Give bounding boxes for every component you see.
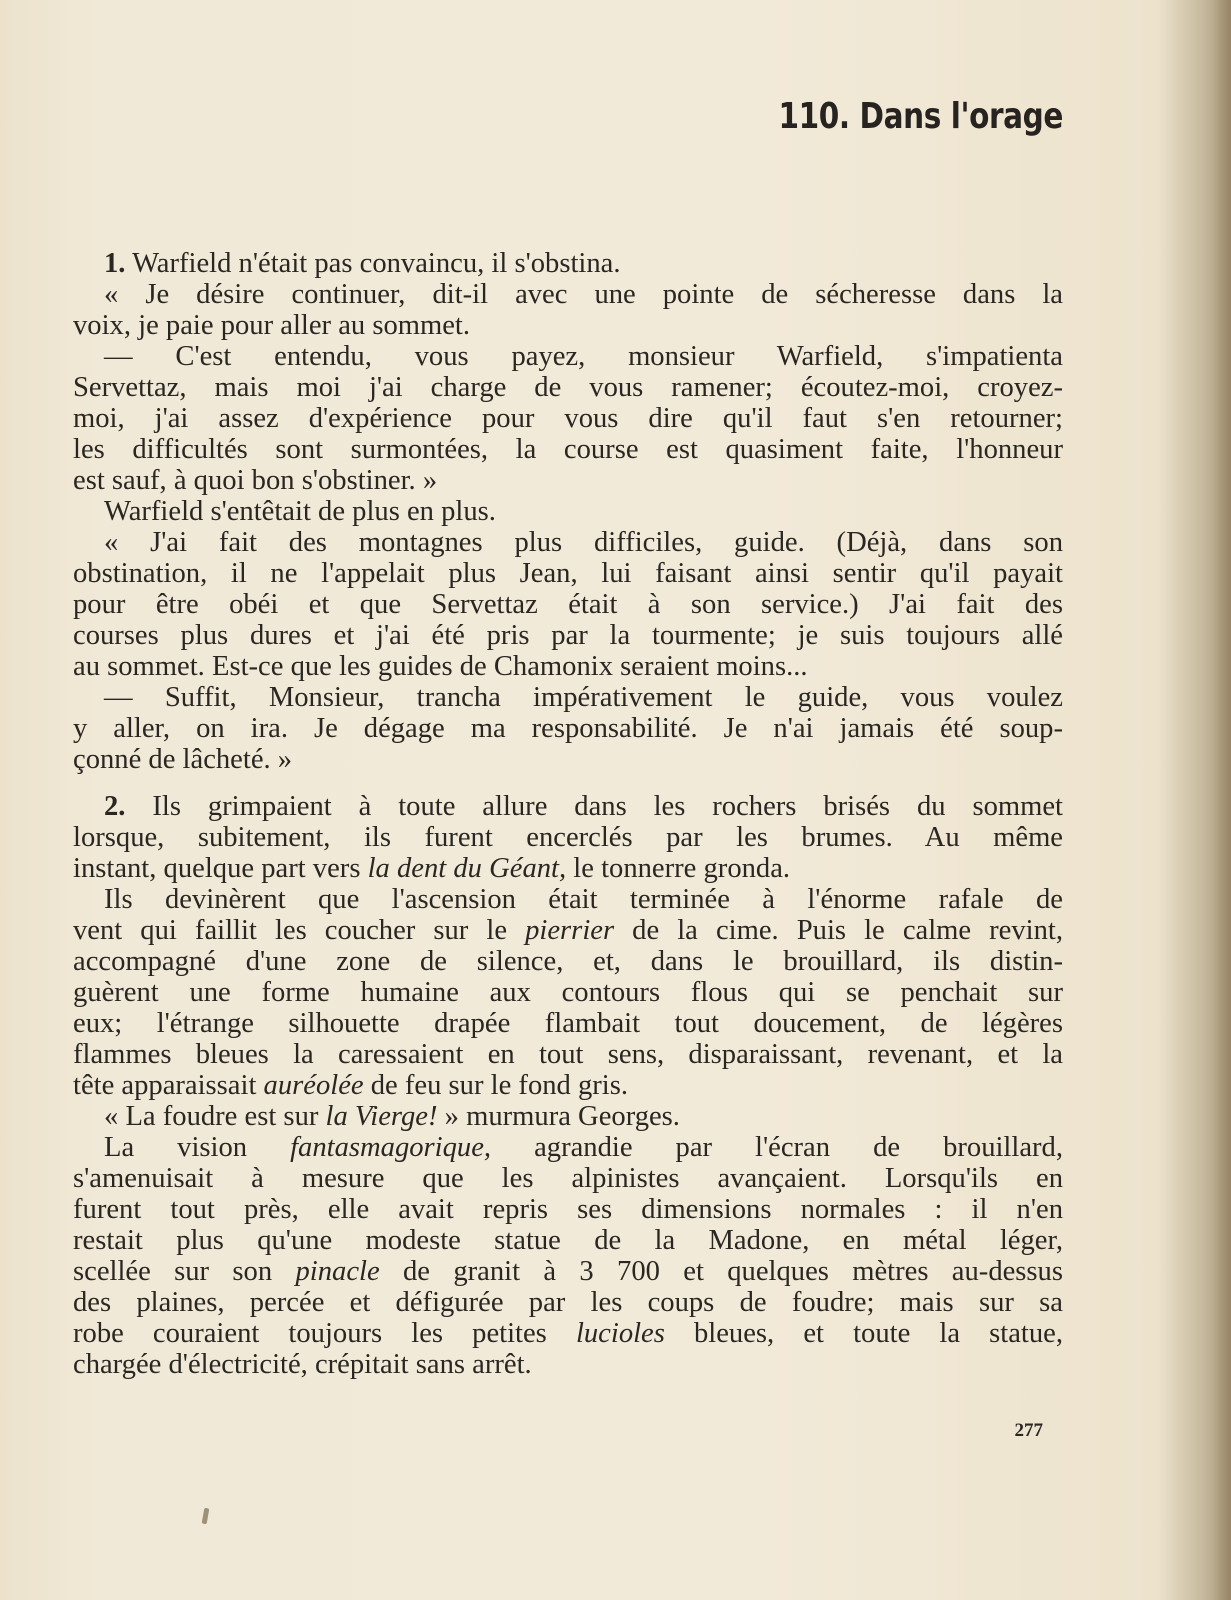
text-line: La vision fantasmagorique, agrandie par l'écran de brouillard, xyxy=(104,1132,1063,1163)
text-line: guèrent une forme humaine aux contours flous qui se penchait sur xyxy=(73,977,1063,1008)
italic-term: lucioles xyxy=(575,1318,665,1349)
text-line: moi, j'ai assez d'expérience pour vous dire qu'il faut s'en retourner; xyxy=(73,403,1063,434)
text-line: courses plus dures et j'ai été pris par la tourmente; je suis toujours allé xyxy=(73,620,1063,651)
text-line: accompagné d'une zone de silence, et, dans le brouillard, ils distin- xyxy=(73,946,1063,977)
italic-term: pinacle xyxy=(295,1256,380,1287)
text-line: lorsque, subitement, ils furent encerclés par les brumes. Au même xyxy=(73,822,1063,853)
text-line: « Je désire continuer, dit-il avec une pointe de sécheresse dans la xyxy=(104,279,1063,310)
text-line: « J'ai fait des montagnes plus difficiles, guide. (Déjà, dans son xyxy=(104,527,1063,558)
text-line: est sauf, à quoi bon s'obstiner. » xyxy=(73,465,438,496)
text-line: vent qui faillit les coucher sur le pierrier de la cime. Puis le calme revint, xyxy=(73,915,1064,946)
text-line: s'amenuisait à mesure que les alpinistes avançaient. Lorsqu'ils en xyxy=(73,1163,1063,1194)
page-number: 277 xyxy=(1014,1420,1043,1441)
italic-term: la Vierge! xyxy=(325,1101,438,1132)
italic-term: auréolée xyxy=(263,1070,364,1101)
italic-term: pierrier xyxy=(525,915,615,946)
section-number: 2. xyxy=(104,791,126,822)
text-line: restait plus qu'une modeste statue de la Madone, en métal léger, xyxy=(73,1225,1063,1256)
text-line: Servettaz, mais moi j'ai charge de vous ramener; écoutez-moi, croyez- xyxy=(73,372,1063,403)
text-line: Ils devinèrent que l'ascension était terminée à l'énorme rafale de xyxy=(104,884,1063,915)
text-line: furent tout près, elle avait repris ses dimensions normales : il n'en xyxy=(73,1194,1063,1225)
text-line: tête apparaissait auréolée de feu sur le fond gris. xyxy=(73,1070,629,1101)
text-line: les difficultés sont surmontées, la course est quasiment faite, l'honneur xyxy=(73,434,1063,465)
section-number: 1. xyxy=(104,248,126,279)
text-line: eux; l'étrange silhouette drapée flambait tout doucement, de légères xyxy=(73,1008,1063,1039)
text-line: pour être obéi et que Servettaz était à son service.) J'ai fait des xyxy=(73,589,1063,620)
text-line: 2. Ils grimpaient à toute allure dans les rochers brisés du sommet xyxy=(104,791,1063,822)
italic-term: fantasmagorique, xyxy=(290,1132,492,1163)
text-line: instant, quelque part vers la dent du Géant, le tonnerre gronda. xyxy=(73,853,791,884)
chapter-text xyxy=(73,248,1063,1380)
text-line: çonné de lâcheté. » xyxy=(73,744,293,775)
text-line: scellée sur son pinacle de granit à 3 700 et quelques mètres au-dessus xyxy=(73,1256,1063,1287)
text-line: chargée d'électricité, crépitait sans arrêt. xyxy=(73,1349,532,1380)
ink-mark xyxy=(202,1508,210,1525)
text-line: Warfield s'entêtait de plus en plus. xyxy=(104,496,496,527)
section-gap xyxy=(73,775,1063,791)
text-line: flammes bleues la caressaient en tout sens, disparaissant, revenant, et la xyxy=(73,1039,1063,1070)
text-line: « La foudre est sur la Vierge! » murmura Georges. xyxy=(104,1101,680,1132)
text-line: — Suffit, Monsieur, trancha impérativement le guide, vous voulez xyxy=(104,682,1063,713)
text-line: y aller, on ira. Je dégage ma responsabilité. Je n'ai jamais été soup- xyxy=(73,713,1063,744)
text-line: — C'est entendu, vous payez, monsieur Warfield, s'impatienta xyxy=(104,341,1063,372)
text-line: au sommet. Est-ce que les guides de Chamonix seraient moins... xyxy=(73,651,808,682)
text-line: obstination, il ne l'appelait plus Jean, lui faisant ainsi sentir qu'il payait xyxy=(73,558,1063,589)
text-line: robe couraient toujours les petites lucioles bleues, et toute la statue, xyxy=(73,1318,1063,1349)
text-line: des plaines, percée et défigurée par les coups de foudre; mais sur sa xyxy=(73,1287,1063,1318)
text-line: 1. Warfield n'était pas convaincu, il s'obstina. xyxy=(104,248,621,279)
italic-term: la dent du Géant, xyxy=(367,853,567,884)
chapter-title: 110. Dans l'orage xyxy=(778,96,1063,137)
text-line: voix, je paie pour aller au sommet. xyxy=(73,310,471,341)
